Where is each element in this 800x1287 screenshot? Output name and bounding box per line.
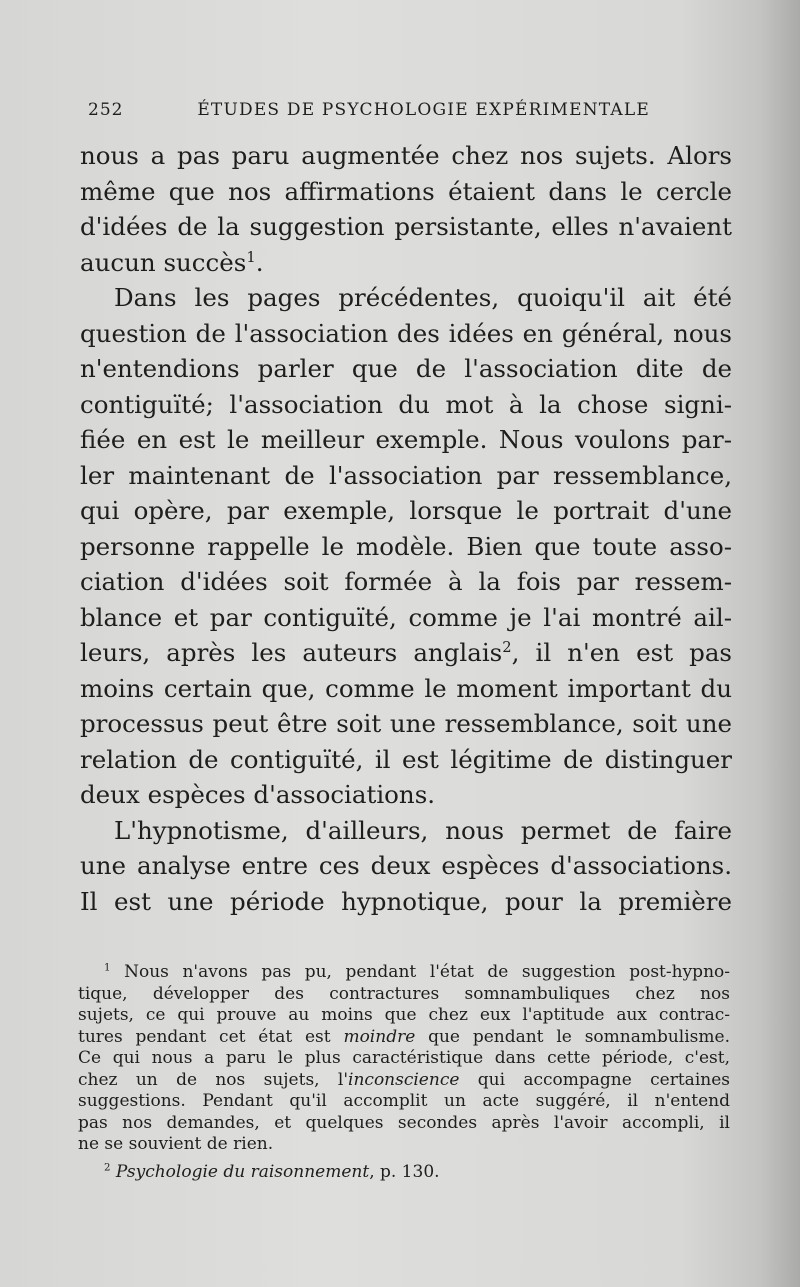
footnote-line [78,1027,730,1049]
text-fragment: tures pendant cet état est [78,1026,344,1047]
footnote-line: ne se souvient de rien. [78,1134,274,1154]
text-line: personne rappelle le modèle. Bien que toute asso- [80,531,732,561]
text-fragment: chez un de nos sujets, l' [78,1069,349,1090]
footnote-line: sujets, ce qui prouve au moins que chez eux l'aptitude aux contrac- [78,1005,730,1025]
text-line [80,245,732,281]
text-line: deux espèces d'associations. [80,780,436,809]
text-line: ler maintenant de l'association par ressemblance, [80,460,732,490]
text-fragment: , il n'en est pas [511,638,732,667]
running-title: ÉTUDES DE PSYCHOLOGIE EXPÉRIMENTALE [197,100,650,120]
footnote-line: pas nos demandes, et quelques secondes après l'avoir accompli, il [78,1112,730,1133]
text-line: qui opère, par exemple, lorsque le portrait d'une [80,496,732,525]
text-line: une analyse entre ces deux espèces d'associations. [80,851,732,880]
footnote-ref: 1 [246,248,256,266]
text-line: n'entendions parler que de l'association dite de [80,354,732,383]
text-fragment: , p. 130. [369,1161,440,1182]
emphasis: Psychologie du raisonnement [115,1161,370,1182]
text-line [80,635,732,671]
text-fragment: Nous n'avons pas pu, pendant l'état de suggestion post-hypno- [124,962,730,982]
text-line: processus peut être soit une ressemblance, soit une [80,709,732,738]
text-line: contiguïté; l'association du mot à la chose signi- [80,389,732,419]
footnote-marker: 2 [104,1161,111,1173]
body-text [80,138,732,919]
emphasis: inconscience [348,1069,460,1090]
text-line: ciation d'idées soit formée à la fois par ressem- [80,567,732,596]
emphasis: moindre [343,1026,416,1047]
text-line: nous a pas paru augmentée chez nos sujets. Alors [80,141,732,170]
text-fragment: aucun succès [80,247,247,277]
text-line: d'idées de la suggestion persistante, elles n'avaient [80,212,732,241]
text-line: relation de contiguïté, il est légitime de distinguer [80,744,732,774]
footnote-line [78,1070,730,1092]
text-line: L'hypnotisme, d'ailleurs, nous permet de faire [114,815,732,845]
running-header [88,100,650,128]
text-fragment: leurs, après les auteurs anglais [80,638,503,667]
text-line: fiée en est le meilleur exemple. Nous voulons par- [80,425,732,454]
footnote-1 [78,962,730,984]
text-line: Dans les pages précédentes, quoiqu'il ait été [114,283,732,312]
footnotes [78,962,730,1183]
page-number: 252 [88,100,124,120]
text-line: question de l'association des idées en général, nous [80,318,732,348]
footnote-2 [78,1162,730,1184]
text-fragment: . [255,247,264,277]
text-line: blance et par contiguïté, comme je l'ai montré ail- [80,602,732,632]
footnote-line: tique, développer des contractures somnambuliques chez nos [78,983,730,1004]
footnote-line: suggestions. Pendant qu'il accomplit un acte suggéré, il n'entend [78,1091,730,1111]
text-fragment: qui accompagne certaines [459,1069,730,1090]
footnote-ref: 2 [502,638,512,656]
text-fragment: que pendant le somnambulisme. [415,1026,730,1047]
footnote-line: Ce qui nous a paru le plus caractéristique dans cette période, c'est, [78,1048,730,1068]
text-line: même que nos affirmations étaient dans le cercle [80,176,732,206]
text-line: moins certain que, comme le moment important du [80,673,732,703]
footnote-marker: 1 [104,962,111,974]
text-line: Il est une période hypnotique, pour la première [80,886,732,916]
